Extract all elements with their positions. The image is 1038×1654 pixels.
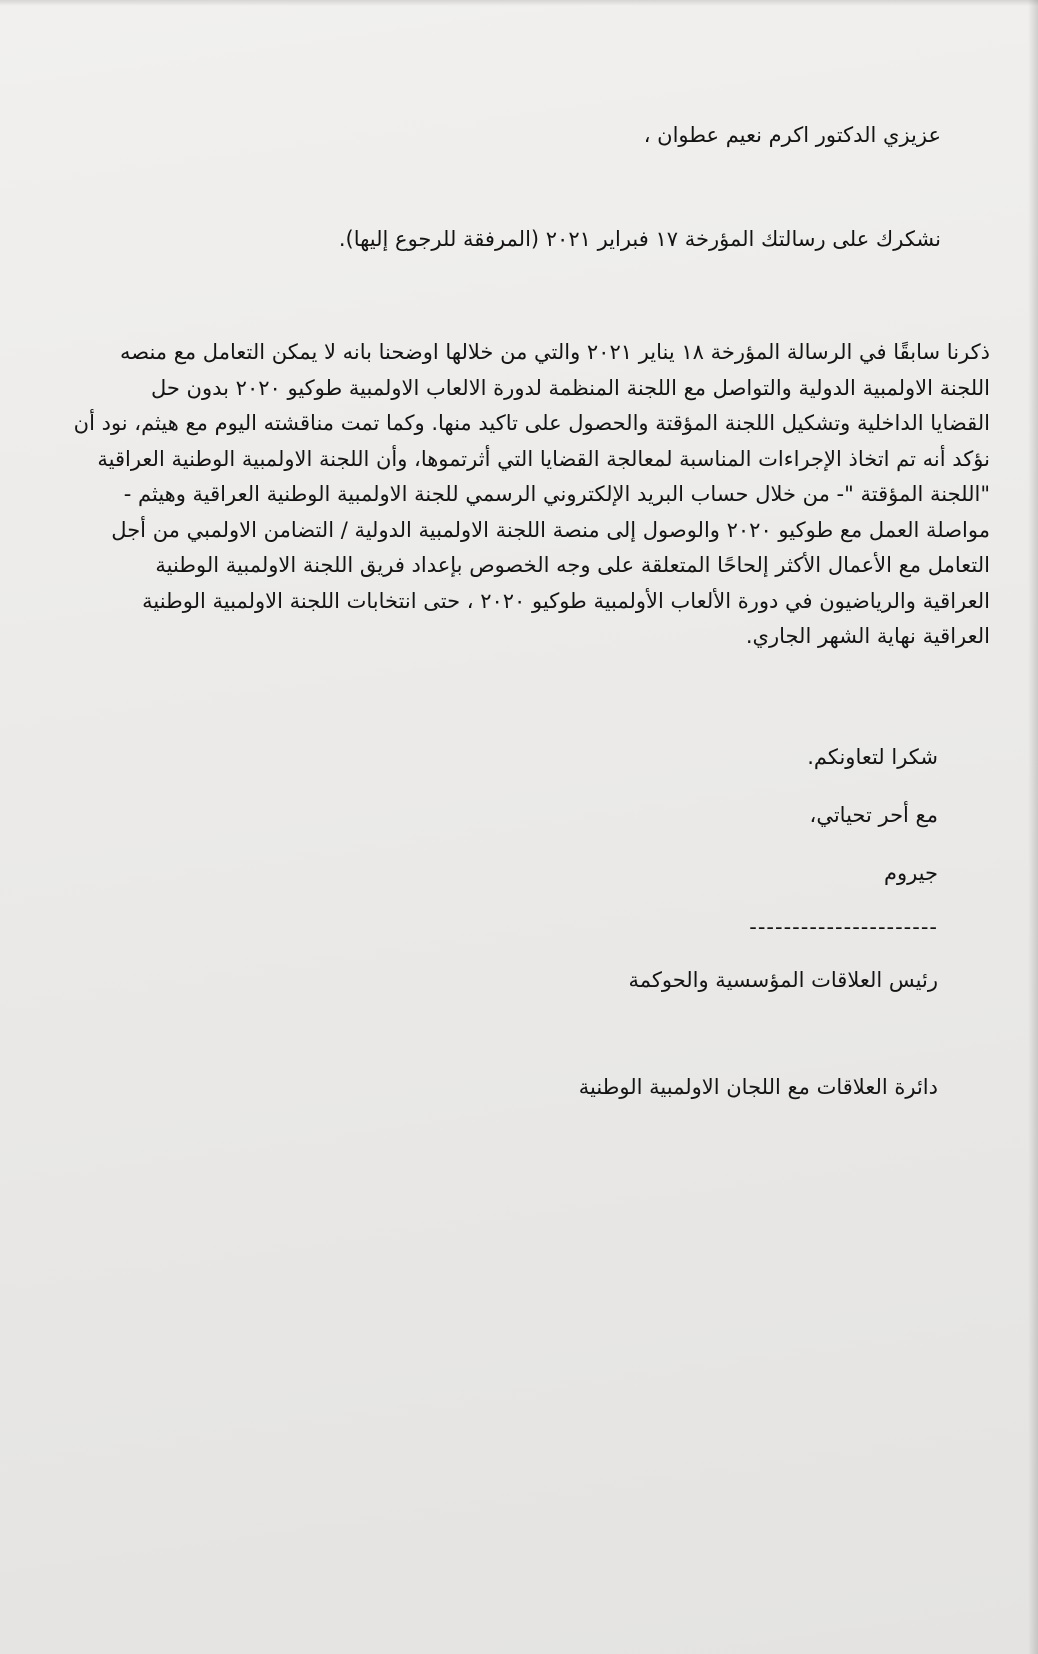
page-right-shadow [1028,0,1038,1654]
page-top-shadow [0,0,1038,6]
letter-salutation: عزيزي الدكتور اكرم نعيم عطوان ، [643,123,941,147]
body-line: ذكرنا سابقًا في الرسالة المؤرخة ١٨ يناير ٢٠٢١ والتي من خلالها اوضحنا بانه لا يمكن التعامل مع منصه [119,340,990,364]
letter-thanks-line: نشكرك على رسالتك المؤرخة ١٧ فبراير ٢٠٢١ (المرفقة للرجوع إليها). [338,227,941,251]
closing-regards: مع أحر تحياتي، [809,803,938,827]
signer-title: رئيس العلاقات المؤسسية والحوكمة [628,968,938,992]
signature-line: ---------------------- [749,915,938,939]
closing-thanks: شكرا لتعاونكم. [807,745,938,769]
body-line: العراقية نهاية الشهر الجاري. [745,624,990,648]
body-line: اللجنة الاولمبية الدولية والتواصل مع اللجنة المنظمة لدورة الالعاب الاولمبية طوكيو ٢٠٢٠ بدون حل [151,375,990,400]
body-line: "اللجنة المؤقتة "- من خلال حساب البريد الإلكتروني الرسمي للجنة الاولمبية الوطنية العراقية وهيثم - [123,482,990,506]
body-line: نؤكد أنه تم اتخاذ الإجراءات المناسبة لمعالجة القضايا التي أثرتموها، وأن اللجنة الاولمبية الوطنية العراقية [97,446,990,471]
body-line: القضايا الداخلية وتشكيل اللجنة المؤقتة والحصول على تاكيد منها. وكما تمت مناقشته اليوم مع هيثم، نود أن [73,411,990,435]
body-line: التعامل مع الأعمال الأكثر إلحاحًا المتعلقة على وجه الخصوص بإعداد فريق اللجنة الاولمبية الوطنية [155,553,990,577]
signer-name: جيروم [883,861,938,885]
body-line: مواصلة العمل مع طوكيو ٢٠٢٠ والوصول إلى منصة اللجنة الاولمبية الدولية / التضامن الاولمبي من أجل [111,517,990,542]
letter-body [10,335,990,655]
department-name: دائرة العلاقات مع اللجان الاولمبية الوطنية [578,1075,938,1099]
body-line: العراقية والرياضيون في دورة الألعاب الأولمبية طوكيو ٢٠٢٠ ، حتى انتخابات اللجنة الاولمبية الوطنية [142,588,990,613]
